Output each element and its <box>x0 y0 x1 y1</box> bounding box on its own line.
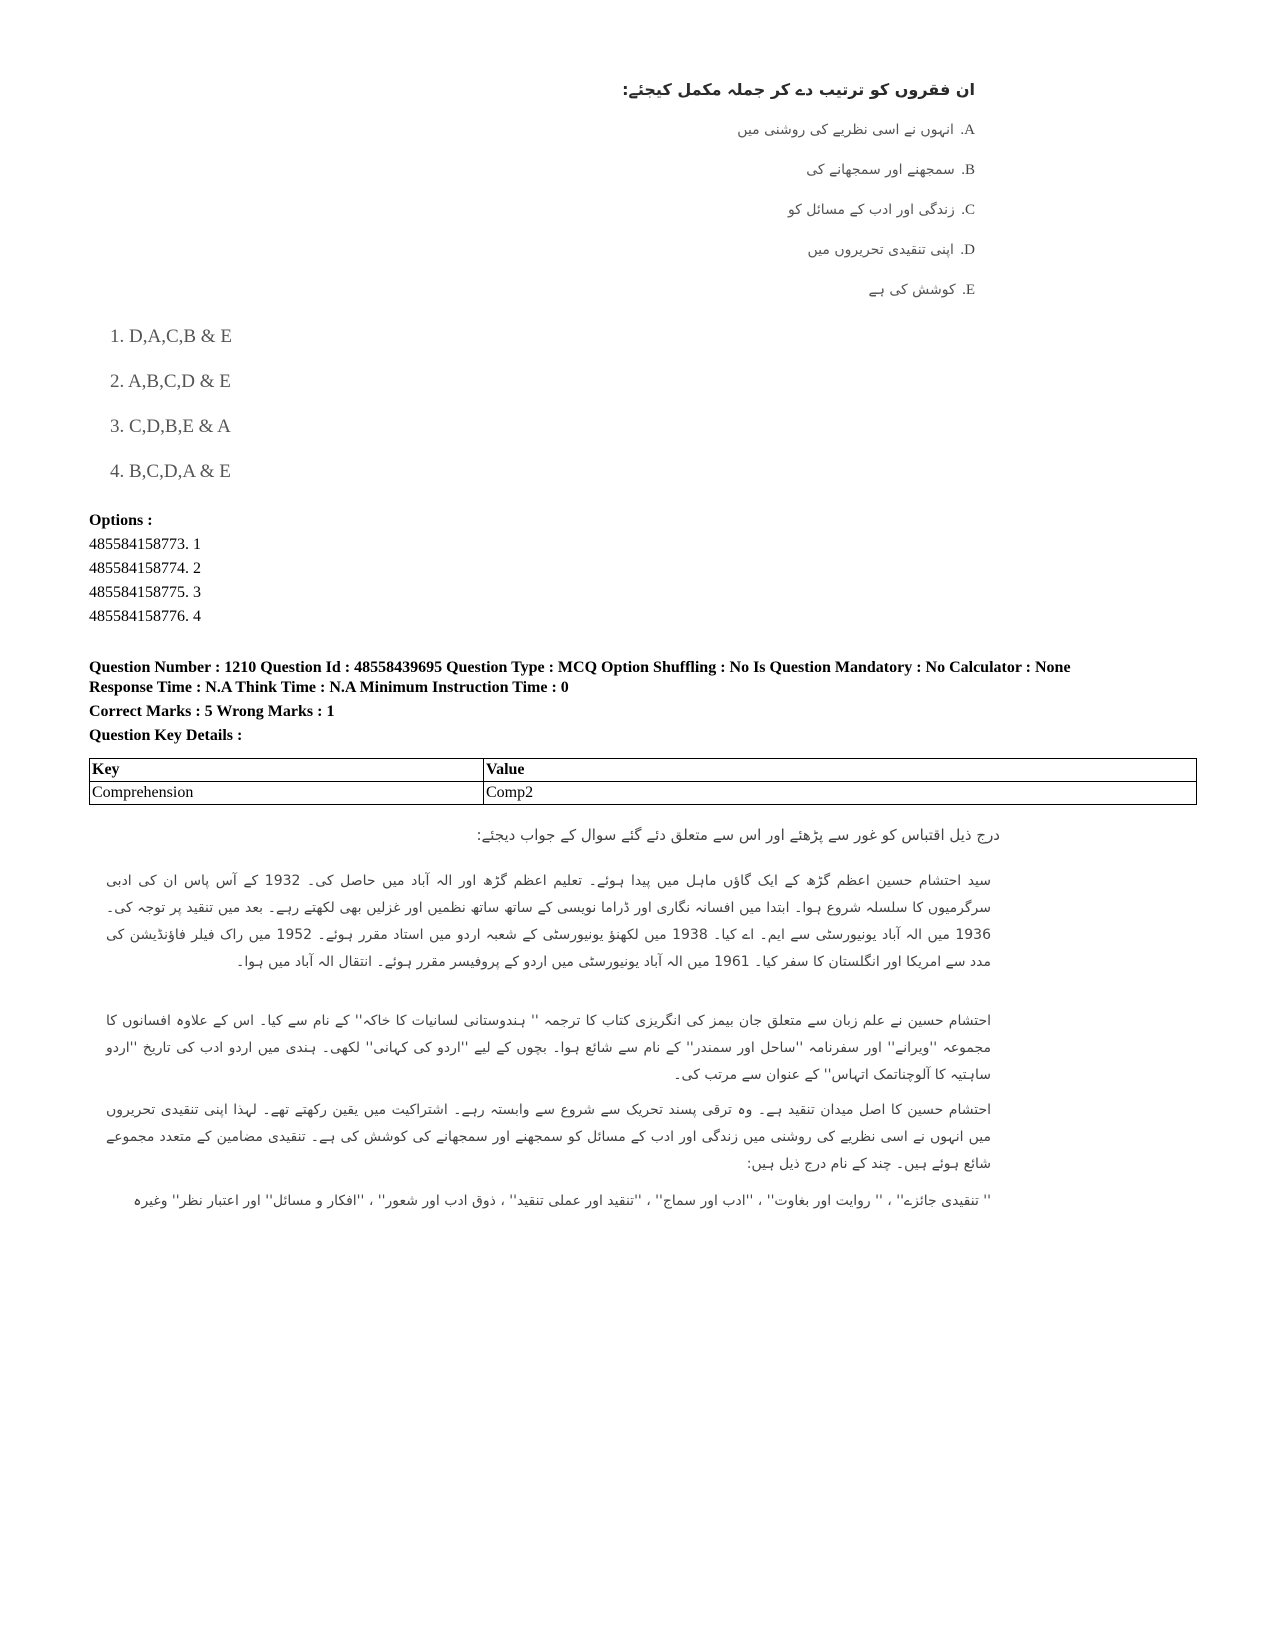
passage-paragraph-2: احتشام حسین نے علم زبان سے متعلق جان بیمز کی انگریزی کتاب کا ترجمہ '' ہندوستانی لسانیات کا خاکہ'' کے نام سے کیا۔ اس کے علاوہ افسانوں کا مجموعہ ''ویرانے'' اور سفرنامہ ''ساحل اور سمندر'' کے نام سے شائع ہوا۔ بچوں کے لیے ''اردو کی کہانی'' لکھی۔ ہندی میں اردو ادب کی تاریخ ''اردو ساہتیہ کا آلوچناتمک اتہاس'' کے عنوان سے مرتب کی۔ <box>106 1013 991 1083</box>
question-meta-line1: Question Number : 1210 Question Id : 48558439695 Question Type : MCQ Option Shuffling : No Is Question Mandatory : No Calculator : None <box>89 659 1071 676</box>
fragment-e <box>455 282 975 299</box>
fragment-label: A. <box>960 122 975 138</box>
option-item: 485584158774. 2 <box>89 560 201 577</box>
choice-1: 1. D,A,C,B & E <box>110 326 232 347</box>
table-header-row <box>90 759 1197 782</box>
option-item: 485584158773. 1 <box>89 536 201 553</box>
fragment-text: اپنی تنقیدی تحریروں میں <box>807 242 954 258</box>
option-item: 485584158776. 4 <box>89 608 201 625</box>
fragment-label: B. <box>961 162 975 178</box>
table-header-key: Key <box>90 759 484 782</box>
choice-3: 3. C,D,B,E & A <box>110 416 231 437</box>
choice-4: 4. B,C,D,A & E <box>110 461 231 482</box>
fragment-label: E. <box>962 282 975 298</box>
fragment-text: کوشش کی ہے <box>868 282 956 298</box>
key-details-table <box>89 758 1197 805</box>
table-header-value: Value <box>484 759 1197 782</box>
fragment-d <box>455 242 975 259</box>
fragment-b <box>455 162 975 179</box>
table-cell-value: Comp2 <box>484 782 1197 805</box>
passage-heading: درج ذیل اقتباس کو غور سے پڑھئے اور اس سے متعلق دئے گئے سوال کے جواب دیجئے: <box>476 826 1000 844</box>
fragment-label: C. <box>961 202 975 218</box>
passage-paragraph-4: '' تنقیدی جائزے'' ، '' روایت اور بغاوت'' ، ''ادب اور سماج'' ، ''تنقید اور عملی تنقید'' ، ذوق ادب اور شعور'' ، ''افکار و مسائل'' اور اعتبار نظر'' وغیرہ <box>133 1193 991 1209</box>
options-heading: Options : <box>89 512 153 529</box>
fragment-a <box>455 122 975 139</box>
option-item: 485584158775. 3 <box>89 584 201 601</box>
passage-paragraph-3: احتشام حسین کا اصل میدان تنقید ہے۔ وہ ترقی پسند تحریک سے شروع سے وابستہ رہے۔ اشتراکیت میں یقین رکھتے تھے۔ لہذا اپنی تنقیدی تحریروں میں انہوں نے اسی نظریے کی روشنی میں زندگی اور ادب کے مسائل کو سمجھنے اور سمجھانے کی کوشش کی ہے۔ تنقیدی مضامین کے متعدد مجموعے شائع ہوئے ہیں۔ چند کے نام درج ذیل ہیں: <box>106 1102 991 1172</box>
fragment-text: انہوں نے اسی نظریے کی روشنی میں <box>737 122 954 138</box>
fragment-text: سمجھنے اور سمجھانے کی <box>806 162 955 178</box>
table-row <box>90 782 1197 805</box>
key-details-heading: Question Key Details : <box>89 727 243 744</box>
passage-paragraph-1: سید احتشام حسین اعظم گڑھ کے ایک گاؤں ماہل میں پیدا ہوئے۔ تعلیم اعظم گڑھ اور الہ آباد میں حاصل کی۔ 1932 کے آس پاس ان کی ادبی سرگرمیوں کا سلسلہ شروع ہوا۔ ابتدا میں افسانہ نگاری اور ڈراما نویسی کے ساتھ ساتھ نظمیں اور غزلیں بھی لکھتے رہے۔ بعد میں تنقید پر توجہ کی۔ 1936 میں الہ آباد یونیورسٹی سے ایم۔ اے کیا۔ 1938 میں لکھنؤ یونیورسٹی کے شعبہ اردو میں استاد مقرر ہوئے۔ 1952 میں راک فیلر فاؤنڈیشن کی مدد سے امریکا اور انگلستان کا سفر کیا۔ 1961 میں الہ آباد یونیورسٹی میں اردو کے پروفیسر مقرر ہوئے۔ انتقال الہ آباد میں ہوا۔ <box>106 873 992 970</box>
marks-line: Correct Marks : 5 Wrong Marks : 1 <box>89 703 335 720</box>
fragment-c <box>455 202 975 219</box>
table-cell-key: Comprehension <box>90 782 484 805</box>
question-meta-line2: Response Time : N.A Think Time : N.A Minimum Instruction Time : 0 <box>89 679 569 696</box>
question-instruction: ان فقروں کو ترتیب دے کر جملہ مکمل کیجئے: <box>622 80 975 99</box>
fragment-text: زندگی اور ادب کے مسائل کو <box>787 202 955 218</box>
fragment-label: D. <box>960 242 975 258</box>
choice-2: 2. A,B,C,D & E <box>110 371 231 392</box>
